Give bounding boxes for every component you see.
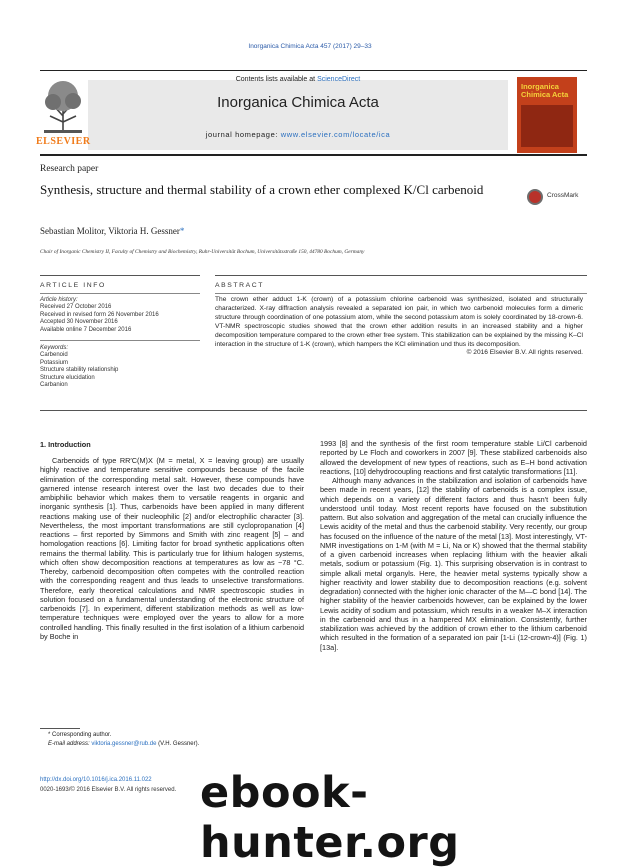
email-suffix: (V.H. Gessner). <box>156 740 200 747</box>
abstract-heading: ABSTRACT <box>215 282 265 289</box>
journal-title: Inorganica Chimica Acta <box>217 94 379 111</box>
body-paragraph: Carbenoids of type RR′C(M)X (M = metal, X = leaving group) are usually highly reactive and temperature sensitive compounds because of the facile elimination of the corresponding metal salt. However, these compounds have garnered intense research interest over the last two decades due to their ambiphilic behavior which makes them to versatile reagents in organic and inorganic synthesis [1]. Thus, carbenoids have been applied in many different reactions making use of their nucleophilic [2] and/or electrophilic character [3]. Nevertheless, the most important transformations are still cyclopropanation [4] reactions – first reported by Simmons and Smith with zinc reagent [5] – and homologation reactions [6]. Limiting factor for broad synthetic applications often remains the thermal lability. This is particularly true for lithium halogen systems, which often show decomposition reactions at temperatures as low as −78 °C. Thereby, carbenoid decomposition often competes with the controlled reaction with the corresponding reagent and thus leads to unselective transformations. Therefore, early theoretical calculations and NMR spectroscopic studies in solution focused on a fundamental understanding of the electronic structure of carbenoids [7]. In experiment, different stabilization methods as well as low-temperature techniques were employed over the years to allow for a more controlled handling. This finally resulted in the first isolation of a lithium carbenoid by Boche in <box>40 456 304 641</box>
footnote <box>48 731 308 748</box>
email-line <box>48 740 308 749</box>
contents-line <box>88 76 508 83</box>
keyword-item: Carbenoid <box>40 352 68 359</box>
keyword-item: Potassium <box>40 359 69 366</box>
affiliation: Chair of Inorganic Chemistry II, Faculty of Chemistry and Biochemistry, Ruhr-Universität Bochum, Universitätsstraße 150, 44780 Bochum, Germany <box>40 249 365 255</box>
info-sub-divider-right <box>215 293 587 294</box>
body-column-right <box>320 439 587 652</box>
authors-names: Sebastian Molitor, Viktoria H. Gessner <box>40 226 180 236</box>
article-info-heading: ARTICLE INFO <box>40 282 106 289</box>
journal-homepage <box>88 130 508 139</box>
info-divider-right <box>215 275 587 276</box>
header-top-rule <box>40 70 587 71</box>
header-bottom-rule <box>40 154 587 156</box>
doi-link[interactable]: http://dx.doi.org/10.1016/j.ica.2016.11.022 <box>40 777 152 783</box>
body-paragraph: 1993 [8] and the synthesis of the first room temperature stable Li/Cl carbenoid reported by Le Floch and coworkers in 2007 [9]. These stabilized carbenoids also allowed the development of new types of reactions, such as E–H bond activation reactions, [10] dehydrocoupling reactions and first catalytic transformations [11]. <box>320 439 587 476</box>
keyword-item: Structure elucidation <box>40 374 95 381</box>
email-label: E-mail address: <box>48 740 92 747</box>
crossmark-label: CrossMark <box>547 192 579 199</box>
cover-title: Inorganica Chimica Acta <box>521 82 569 99</box>
abstract-text: The crown ether adduct 1-K (crown) of a potassium chlorine carbenoid was synthesized, isolated and structurally characterized. X-ray diffraction analysis revealed a separated ion pair, in which two carbenoid molecules form a dimeric structure through coordination of one potassium atom, while the second potassium atom is solely coordinated by 18-crown-6. VT-NMR spectroscopic studies showed that the crown ether addition results in an increased stability and a higher decomposition temperature compared to the crown ether free system. This stabilization can be explained by the missing K–Cl interaction in the structure of 1-K (crown), which hampers the KCl elimination und thus its decomposition. <box>215 296 583 348</box>
abstract-bottom-rule <box>40 410 587 411</box>
homepage-link[interactable]: www.elsevier.com/locate/ica <box>280 130 391 139</box>
keywords-divider <box>40 340 200 341</box>
elsevier-wordmark: ELSEVIER <box>36 136 91 147</box>
section-heading-introduction: 1. Introduction <box>40 440 91 449</box>
contents-prefix: Contents lists available at <box>235 76 318 83</box>
article-title: Synthesis, structure and thermal stability of a crown ether complexed K/Cl carbenoid <box>40 182 484 197</box>
history-item: Received in revised form 26 November 2016 <box>40 311 159 318</box>
corresponding-author-note: * Corresponding author. <box>48 732 112 738</box>
sciencedirect-link[interactable]: ScienceDirect <box>317 76 361 83</box>
info-sub-divider-left <box>40 293 200 294</box>
keyword-item: Carbanion <box>40 382 68 389</box>
author-list <box>40 226 184 236</box>
cover-image <box>521 105 573 147</box>
abstract-panel <box>215 296 583 358</box>
footnote-rule <box>40 728 80 729</box>
issn-copyright: 0020-1693/© 2016 Elsevier B.V. All rights reserved. <box>40 787 177 793</box>
homepage-prefix: journal homepage: <box>205 130 281 139</box>
journal-header-banner <box>88 80 508 150</box>
crossmark-badge[interactable] <box>527 187 587 209</box>
history-item: Received 27 October 2016 <box>40 304 112 311</box>
article-info-panel <box>40 297 200 389</box>
crossmark-icon <box>527 189 543 205</box>
watermark-text: ebook-hunter.org <box>200 768 460 868</box>
info-divider-left <box>40 275 200 276</box>
body-column-left <box>40 456 304 641</box>
body-paragraph: Although many advances in the stabilization and isolation of carbenoids have been made in recent years, [12] the stability of carbenoids is a complex issue, which depends on a variety of different factors and thus hasn't been fully understood until today. Most recent reports have focused on the substitution pattern. But also solvation and aggregation of the metal can crucially influence the Lewis acidity of the metal and thus the carbenoid stability. Very recently, our group has focused on the influence of the nature of the metal [13]. Most interestingly, VT-NMR investigations on 1-M (with M = Li, Na or K) showed that the thermal stability of a given carbenoid increases when replacing lithium with the heavier alkali metals, sodium or potassium (Fig. 1). This surprising observation is in contrast to simple alkali metal organyls. Here, the heavier metal systems typically show a higher reactivity and lower stability due to decomposition reactions (e.g. solvent degradation) connected with the higher ionic character of the M—C bond [14]. The higher stability of the heavier carbenoids however, can be explained by the lower Lewis acidity of sodium and potassium, which results in a weaker M–X interaction in the carbenoid and thus in a hampered MX elimination. Consistently, further stabilization was achieved by the addition of crown ether to the lithium carbenoid which resulted in the formation of a separated ion pair [1-Li (12-crown-4)] (Fig. 1) [13a]. <box>320 476 587 652</box>
history-item: Available online 7 December 2016 <box>40 326 132 333</box>
author-email-link[interactable]: viktoria.gessner@rub.de <box>91 740 157 747</box>
history-item: Accepted 30 November 2016 <box>40 319 118 326</box>
journal-cover-thumbnail[interactable] <box>517 77 577 153</box>
corresponding-author-mark[interactable]: * <box>179 226 185 236</box>
journal-reference-link[interactable]: Inorganica Chimica Acta 457 (2017) 29–33 <box>248 43 372 50</box>
history-label: Article history: <box>40 297 78 303</box>
keyword-item: Structure stability relationship <box>40 367 119 374</box>
keywords-label: Keywords: <box>40 345 69 352</box>
article-type: Research paper <box>40 164 99 174</box>
abstract-copyright: © 2016 Elsevier B.V. All rights reserved. <box>466 349 583 357</box>
